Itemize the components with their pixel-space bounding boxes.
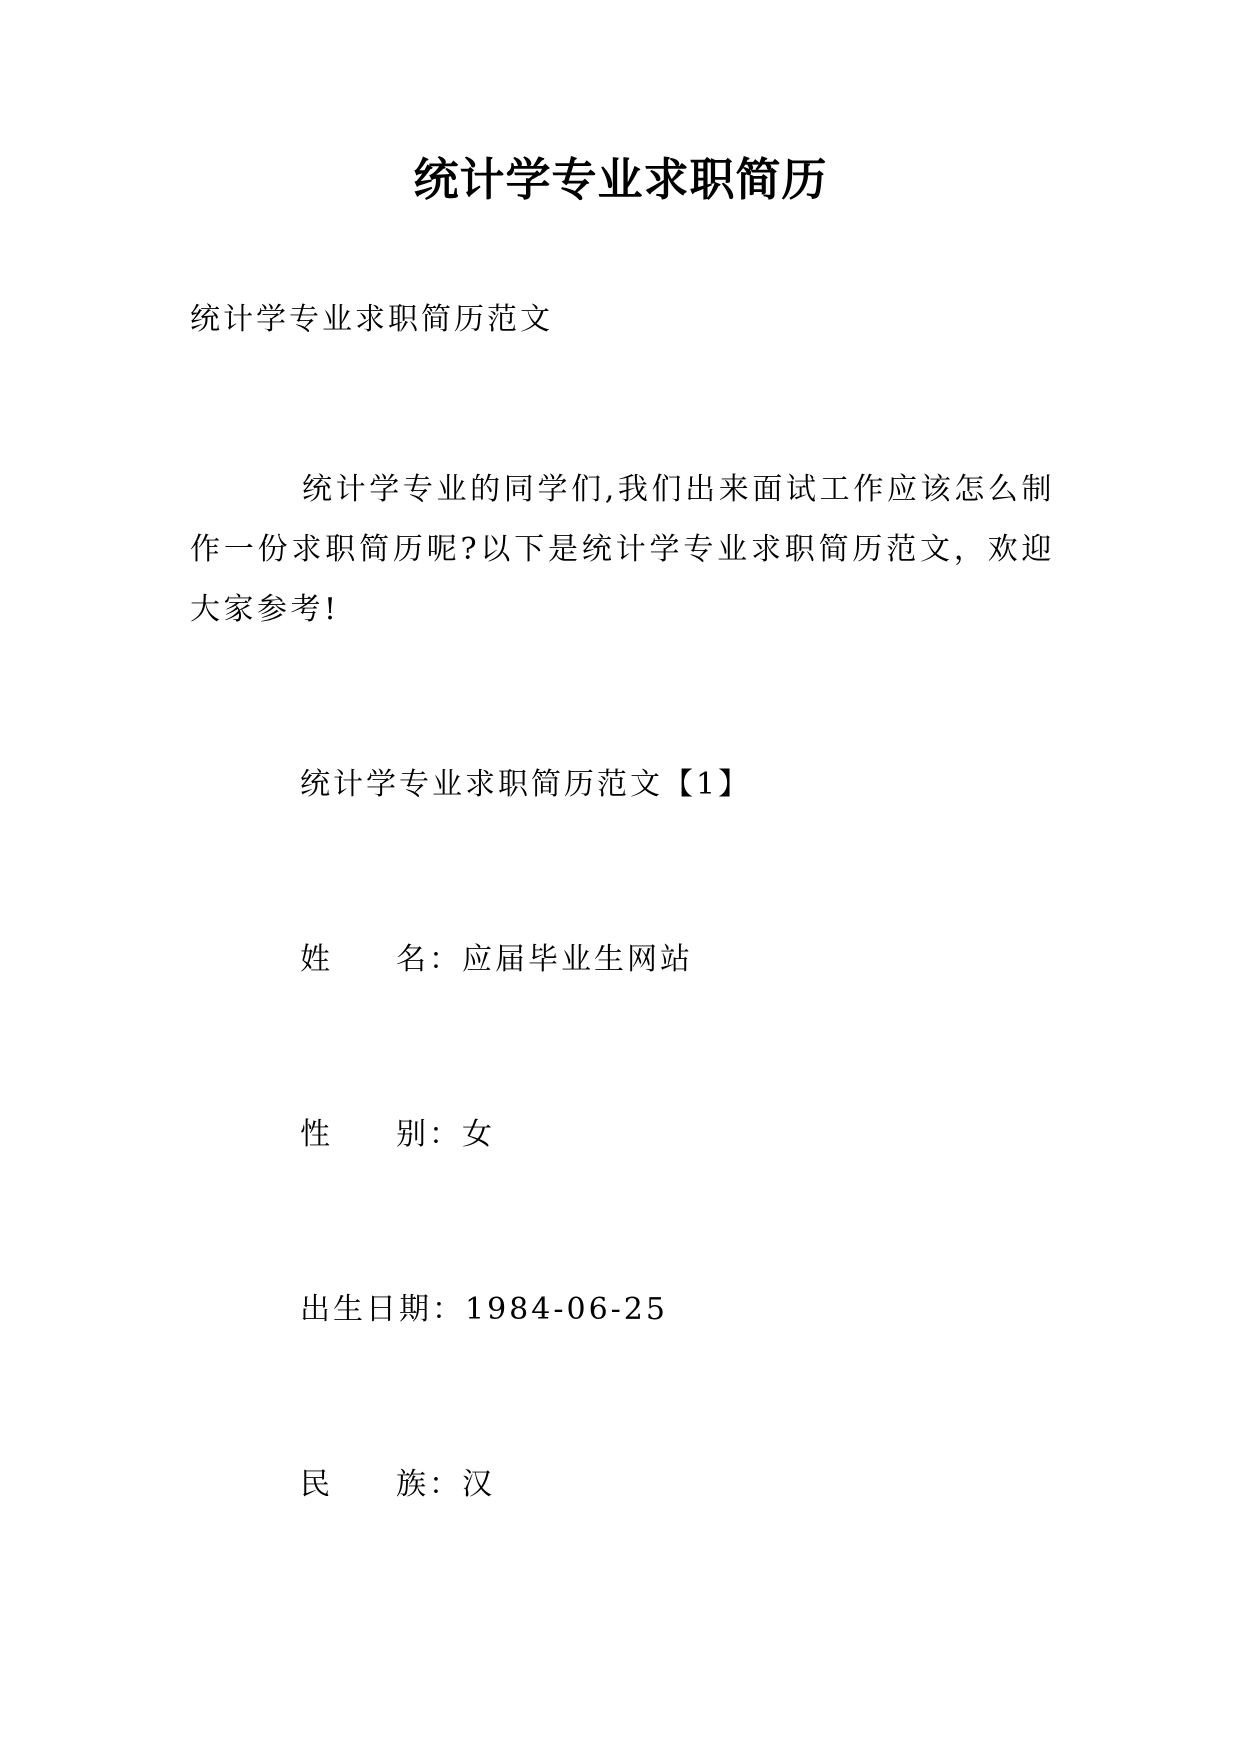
field-value: 女	[462, 1117, 495, 1152]
field-label-char: 族：	[396, 1467, 462, 1502]
field-label-char: 别：	[396, 1117, 462, 1152]
field-label-char: 性	[300, 1117, 396, 1152]
field-value: 1984-06-25	[465, 1292, 668, 1327]
field-label-char: 民	[300, 1467, 396, 1502]
field-ethnicity	[300, 1455, 495, 1515]
document-subtitle: 统计学专业求职简历范文	[190, 302, 553, 337]
field-name	[300, 930, 693, 990]
section-heading: 统计学专业求职简历范文【1】	[300, 767, 752, 802]
document-title: 统计学专业求职简历	[413, 153, 828, 206]
field-birthdate	[300, 1280, 668, 1340]
field-gender	[300, 1105, 495, 1165]
field-label-char: 姓	[300, 942, 396, 977]
field-value: 应届毕业生网站	[462, 942, 693, 977]
field-label: 出生日期：	[300, 1292, 465, 1327]
field-label-char: 名：	[396, 942, 462, 977]
intro-paragraph: 统计学专业的同学们,我们出来面试工作应该怎么制作一份求职简历呢?以下是统计学专业求职简历范文，欢迎大家参考!	[190, 472, 1055, 627]
field-value: 汉	[462, 1467, 495, 1502]
